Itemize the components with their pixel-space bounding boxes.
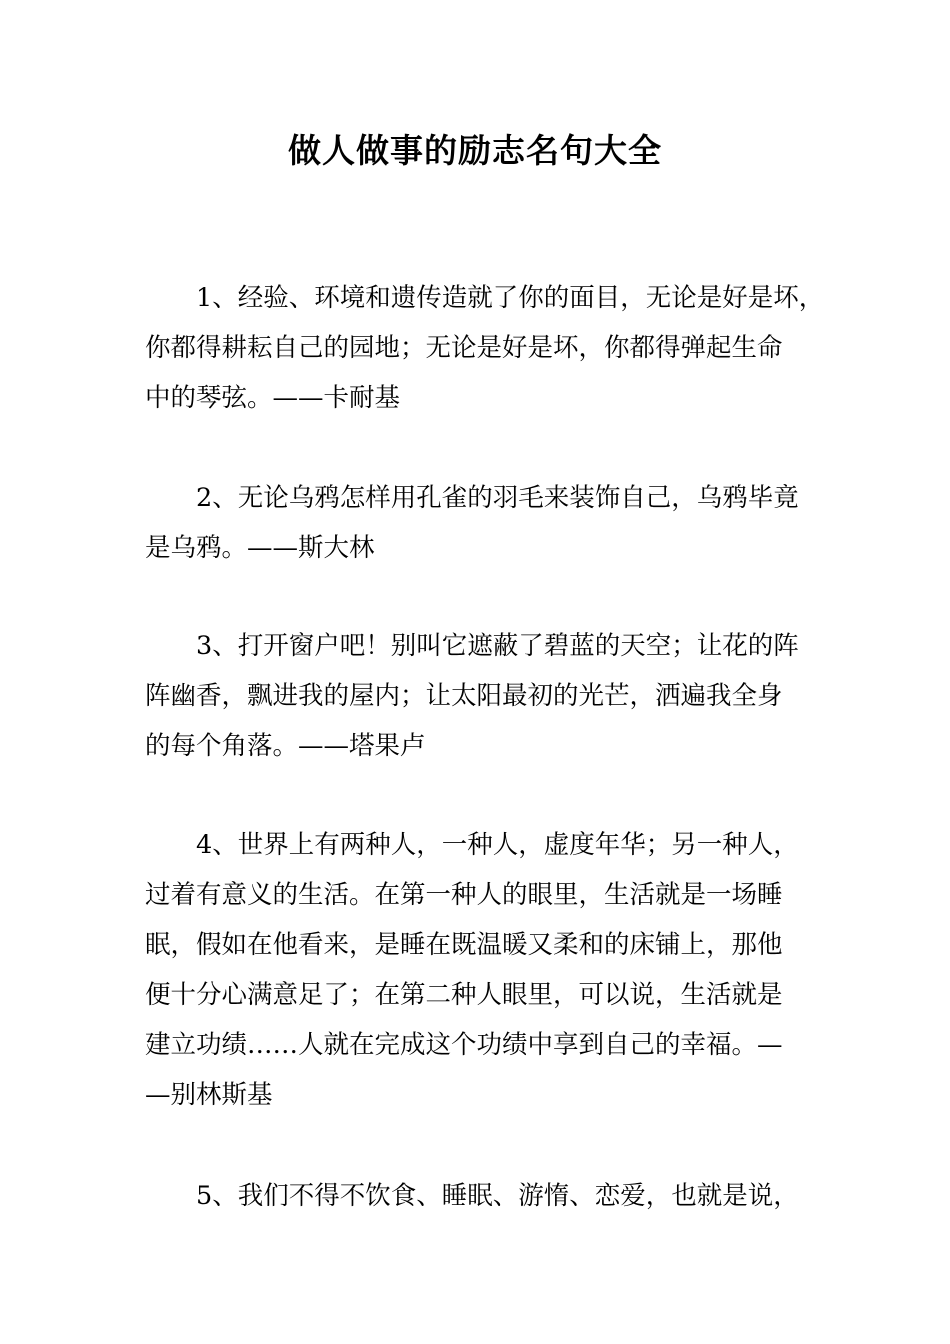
quote-line: 阵幽香，飘进我的屋内；让太阳最初的光芒，洒遍我全身 xyxy=(145,681,783,711)
quote-line: 的每个角落。——塔果卢 xyxy=(145,731,426,761)
quote-paragraph-1 xyxy=(145,273,825,423)
quote-line: 4、世界上有两种人，一种人，虚度年华；另一种人， xyxy=(196,830,799,860)
quote-paragraph-2 xyxy=(145,473,825,573)
document-title: 做人做事的励志名句大全 xyxy=(288,131,662,170)
quote-line: 建立功绩……人就在完成这个功绩中享到自己的幸福。— xyxy=(145,1030,783,1060)
quote-line: 1、经验、环境和遗传造就了你的面目，无论是好是坏， xyxy=(196,283,825,313)
quote-line: 便十分心满意足了；在第二种人眼里，可以说，生活就是 xyxy=(145,980,783,1010)
quote-line: 3、打开窗户吧！别叫它遮蔽了碧蓝的天空；让花的阵 xyxy=(196,631,799,661)
quote-line: 过着有意义的生活。在第一种人的眼里，生活就是一场睡 xyxy=(145,880,783,910)
quote-line: 你都得耕耘自己的园地；无论是好是坏，你都得弹起生命 xyxy=(145,333,783,363)
quote-line: 是乌鸦。——斯大林 xyxy=(145,533,375,563)
quote-paragraph-3 xyxy=(145,621,825,771)
quote-line: 眠，假如在他看来，是睡在既温暖又柔和的床铺上，那他 xyxy=(145,930,783,960)
quote-line: 5、我们不得不饮食、睡眠、游惰、恋爱，也就是说， xyxy=(196,1181,799,1211)
quote-line: —别林斯基 xyxy=(145,1080,273,1110)
quote-paragraph-4 xyxy=(145,820,825,1120)
quote-paragraph-5 xyxy=(145,1171,825,1221)
quote-line: 2、无论乌鸦怎样用孔雀的羽毛来装饰自己，乌鸦毕竟 xyxy=(196,483,799,513)
quote-line: 中的琴弦。——卡耐基 xyxy=(145,383,401,413)
